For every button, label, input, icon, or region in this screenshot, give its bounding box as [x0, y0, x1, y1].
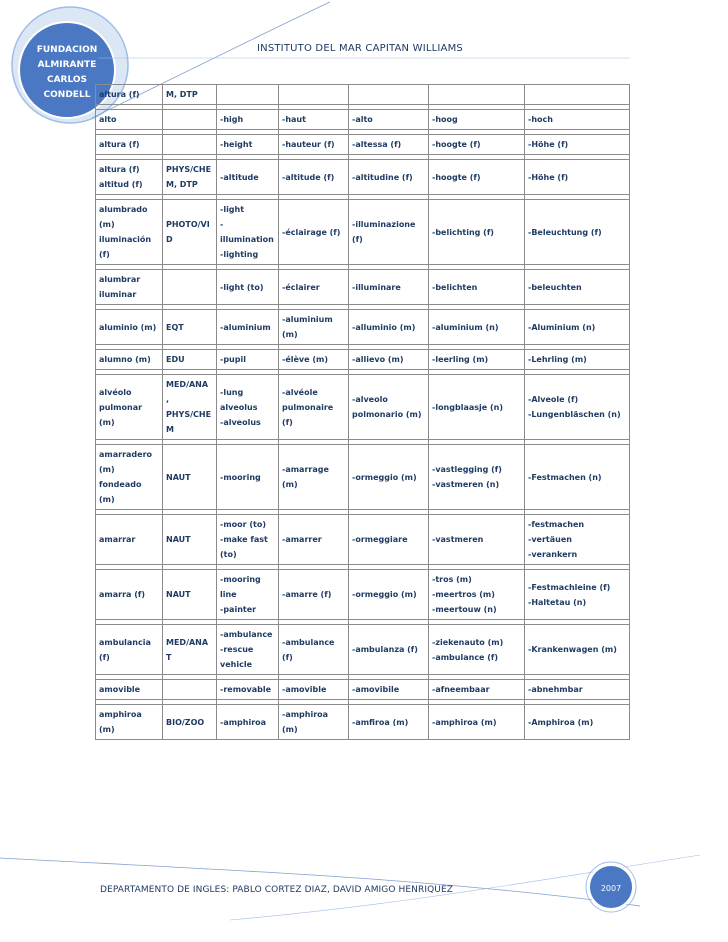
table-cell — [217, 160, 279, 195]
table-row — [96, 135, 630, 155]
cell-text: T — [166, 652, 172, 662]
table-cell — [96, 515, 163, 565]
table-row — [96, 110, 630, 130]
cell-text: PHYS/CHE — [166, 165, 212, 174]
table-cell — [163, 200, 217, 265]
cell-text: -tros (m) — [432, 575, 472, 584]
cell-text: -ambulance — [220, 630, 273, 639]
cell-text: M, DTP — [166, 90, 198, 99]
table-row — [96, 350, 630, 370]
cell-text: -leerling (m) — [432, 355, 489, 364]
year-label: 2007 — [600, 884, 622, 893]
table-cell — [279, 270, 349, 305]
glossary-table — [95, 84, 630, 740]
table-cell — [217, 110, 279, 130]
table-cell — [163, 110, 217, 130]
cell-text: -mooring — [220, 575, 261, 584]
table-cell — [349, 160, 429, 195]
table-cell — [525, 375, 630, 440]
cell-text: -alvéole — [282, 387, 318, 397]
table-cell — [96, 625, 163, 675]
cell-text: -amovibile — [352, 685, 400, 694]
glossary-body — [96, 85, 630, 740]
cell-text: (f) — [99, 250, 110, 259]
table-cell — [525, 705, 630, 740]
cell-text: -ambulance (f) — [432, 652, 499, 662]
table-cell — [349, 85, 429, 105]
table-cell — [429, 625, 525, 675]
table-cell — [96, 350, 163, 370]
cell-text: NAUT — [166, 590, 191, 599]
cell-text: -aluminium — [220, 322, 271, 332]
table-cell — [163, 310, 217, 345]
table-cell — [163, 350, 217, 370]
cell-text: -Amphiroa (m) — [528, 717, 594, 727]
table-cell — [429, 270, 525, 305]
table-cell — [217, 705, 279, 740]
cell-text: (m) — [99, 465, 115, 474]
table-cell — [525, 350, 630, 370]
table-cell — [429, 135, 525, 155]
table-cell — [96, 705, 163, 740]
cell-text: (f) — [352, 235, 363, 244]
cell-text: -Lehrling (m) — [528, 355, 587, 364]
cell-text: -hauteur (f) — [282, 140, 335, 149]
table-cell — [525, 110, 630, 130]
table-cell — [163, 85, 217, 105]
cell-text: -ormeggiare — [352, 535, 408, 544]
table-row — [96, 705, 630, 740]
cell-text: -aluminium — [282, 315, 333, 324]
cell-text: -beleuchten — [528, 282, 582, 292]
table-cell — [349, 375, 429, 440]
cell-text: -ambulanza (f) — [352, 645, 418, 654]
cell-text: altitud (f) — [99, 180, 143, 189]
cell-text: -mooring — [220, 472, 261, 482]
cell-text: PHYS/CHE — [166, 410, 212, 419]
document-title: INSTITUTO DEL MAR CAPITAN WILLIAMS — [257, 43, 463, 54]
table-cell — [429, 200, 525, 265]
cell-text: NAUT — [166, 535, 191, 544]
table-cell — [525, 625, 630, 675]
cell-text: -amphiroa (m) — [432, 717, 497, 727]
table-cell — [96, 85, 163, 105]
cell-text: ambulancia — [99, 637, 151, 647]
cell-text: -verankern — [528, 550, 578, 559]
cell-text: vehicle — [220, 660, 252, 669]
cell-text: MED/ANA — [166, 637, 209, 647]
table-cell — [96, 310, 163, 345]
cell-text: BIO/ZOO — [166, 717, 205, 727]
table-row — [96, 625, 630, 675]
cell-text: -alveolus — [220, 417, 261, 427]
table-cell — [279, 515, 349, 565]
table-cell — [96, 110, 163, 130]
table-cell — [349, 350, 429, 370]
cell-text: (f) — [99, 652, 110, 662]
cell-text: iluminar — [99, 290, 137, 299]
cell-text: -illuminare — [352, 282, 401, 292]
table-cell — [279, 375, 349, 440]
org-line: ALMIRANTE — [37, 60, 97, 70]
cell-text: (m) — [99, 417, 115, 427]
cell-text: (to) — [220, 550, 237, 559]
table-cell — [163, 570, 217, 620]
table-row — [96, 445, 630, 510]
table-cell — [163, 705, 217, 740]
cell-text: altura (f) — [99, 90, 140, 99]
table-cell — [96, 680, 163, 700]
cell-text: -Krankenwagen (m) — [528, 645, 617, 654]
cell-text: D — [166, 235, 173, 244]
cell-text: -Haltetau (n) — [528, 597, 587, 607]
cell-text: M — [166, 425, 174, 434]
org-line: CONDELL — [43, 90, 91, 100]
table-cell — [217, 625, 279, 675]
cell-text: (m) — [282, 330, 298, 339]
cell-text: -belichten — [432, 282, 478, 292]
cell-text: altura (f) — [99, 165, 140, 174]
table-cell — [217, 445, 279, 510]
cell-text: -amphiroa — [220, 717, 267, 727]
cell-text: -vastmeren (n) — [432, 480, 500, 489]
cell-text: -allievo (m) — [352, 355, 404, 364]
table-cell — [217, 135, 279, 155]
table-cell — [217, 680, 279, 700]
cell-text: alumbrado — [99, 205, 148, 214]
cell-text: (f) — [282, 417, 293, 427]
cell-text: -ambulance — [282, 637, 335, 647]
table-row — [96, 515, 630, 565]
cell-text: (m) — [99, 220, 115, 229]
table-cell — [279, 445, 349, 510]
table-cell — [349, 270, 429, 305]
table-cell — [217, 375, 279, 440]
table-cell — [429, 85, 525, 105]
cell-text: polmonario (m) — [352, 410, 422, 419]
cell-text: -abnehmbar — [528, 685, 583, 694]
table-cell — [96, 270, 163, 305]
table-cell — [349, 705, 429, 740]
cell-text: -painter — [220, 605, 257, 614]
cell-text: -éclairage (f) — [282, 227, 341, 237]
table-cell — [217, 85, 279, 105]
table-cell — [349, 625, 429, 675]
table-cell — [279, 570, 349, 620]
cell-text: -élève (m) — [282, 355, 328, 364]
org-line: CARLOS — [46, 75, 88, 85]
cell-text: -Höhe (f) — [528, 172, 569, 182]
table-cell — [279, 350, 349, 370]
cell-text: -aluminium (n) — [432, 322, 499, 332]
table-cell — [429, 445, 525, 510]
cell-text: -éclairer — [282, 282, 320, 292]
table-cell — [163, 680, 217, 700]
table-cell — [429, 705, 525, 740]
cell-text: alveolus — [220, 402, 258, 412]
cell-text: altura (f) — [99, 140, 140, 149]
cell-text: -altitude — [220, 172, 259, 182]
table-cell — [429, 160, 525, 195]
cell-text: -meertros (m) — [432, 590, 495, 599]
cell-text: -haut — [282, 115, 306, 124]
cell-text: -longblaasje (n) — [432, 402, 503, 412]
table-row — [96, 310, 630, 345]
cell-text: pulmonar — [99, 402, 143, 412]
table-cell — [279, 705, 349, 740]
cell-text: -Festmachen (n) — [528, 472, 602, 482]
table-cell — [429, 375, 525, 440]
table-row — [96, 375, 630, 440]
cell-text: -illuminazione — [352, 220, 416, 229]
table-cell — [163, 270, 217, 305]
cell-text: alto — [99, 115, 117, 124]
cell-text: -meertouw (n) — [432, 605, 497, 614]
cell-text: amarrar — [99, 535, 136, 544]
table-cell — [279, 135, 349, 155]
cell-text: amovible — [99, 685, 141, 694]
table-cell — [349, 200, 429, 265]
table-cell — [525, 680, 630, 700]
table-cell — [525, 310, 630, 345]
cell-text: -ziekenauto (m) — [432, 637, 504, 647]
table-cell — [163, 160, 217, 195]
cell-text: (m) — [282, 480, 298, 489]
cell-text: fondeado (m) — [99, 480, 142, 504]
table-cell — [279, 160, 349, 195]
table-cell — [429, 680, 525, 700]
cell-text: (f) — [282, 652, 293, 662]
table-cell — [96, 570, 163, 620]
table-cell — [429, 515, 525, 565]
cell-text: aluminio (m) — [99, 322, 157, 332]
cell-text: -alto — [352, 115, 373, 124]
cell-text: - — [220, 220, 224, 229]
cell-text: -altessa (f) — [352, 140, 402, 149]
cell-text: -alluminio (m) — [352, 322, 416, 332]
table-cell — [163, 515, 217, 565]
cell-text: -afneembaar — [432, 685, 490, 694]
table-cell — [96, 375, 163, 440]
cell-text: -lung — [220, 387, 244, 397]
cell-text: NAUT — [166, 472, 191, 482]
cell-text: alumbrar — [99, 275, 141, 284]
cell-text: -amarrer — [282, 535, 322, 544]
cell-text: -vastlegging (f) — [432, 465, 502, 474]
cell-text: -moor (to) — [220, 520, 267, 529]
cell-text: -Höhe (f) — [528, 140, 569, 149]
cell-text: EQT — [166, 322, 184, 332]
table-cell — [279, 310, 349, 345]
table-cell — [525, 270, 630, 305]
cell-text: -hoch — [528, 115, 553, 124]
cell-text: MED/ANA — [166, 380, 209, 389]
cell-text: -amarre (f) — [282, 590, 332, 599]
table-cell — [279, 200, 349, 265]
table-cell — [429, 570, 525, 620]
cell-text: , — [166, 395, 170, 404]
table-row — [96, 85, 630, 105]
table-cell — [525, 515, 630, 565]
cell-text: -vertäuen — [528, 535, 572, 544]
table-cell — [163, 375, 217, 440]
table-cell — [217, 310, 279, 345]
cell-text: -pupil — [220, 355, 246, 364]
table-cell — [349, 135, 429, 155]
table-cell — [525, 135, 630, 155]
table-cell — [349, 445, 429, 510]
table-cell — [217, 570, 279, 620]
cell-text: pulmonaire — [282, 402, 334, 412]
cell-text: iluminación — [99, 235, 152, 244]
table-cell — [525, 85, 630, 105]
table-cell — [163, 625, 217, 675]
cell-text: alvéolo — [99, 387, 132, 397]
cell-text: -Festmachleine (f) — [528, 582, 611, 592]
table-cell — [96, 200, 163, 265]
cell-text: -Beleuchtung (f) — [528, 227, 602, 237]
table-cell — [279, 110, 349, 130]
cell-text: alumno (m) — [99, 355, 151, 364]
table-cell — [279, 85, 349, 105]
cell-text: -removable — [220, 685, 272, 694]
cell-text: -amarrage — [282, 465, 329, 474]
cell-text: -light — [220, 205, 245, 214]
cell-text: -altitude (f) — [282, 172, 335, 182]
table-cell — [217, 515, 279, 565]
cell-text: -light (to) — [220, 282, 264, 292]
table-cell — [96, 445, 163, 510]
cell-text: -altitudine (f) — [352, 172, 413, 182]
cell-text: amarra (f) — [99, 590, 145, 599]
table-cell — [429, 110, 525, 130]
org-logo-text — [36, 43, 98, 103]
table-cell — [163, 445, 217, 510]
footer-text: DEPARTAMENTO DE INGLES: PABLO CORTEZ DIAZ, DAVID AMIGO HENRIQUEZ — [100, 885, 454, 895]
cell-text: (m) — [282, 725, 298, 734]
cell-text: -Lungenbläschen (n) — [528, 410, 621, 419]
cell-text: -belichting (f) — [432, 227, 494, 237]
cell-text: EDU — [166, 355, 185, 364]
cell-text: -height — [220, 140, 253, 149]
cell-text: -make fast — [220, 535, 268, 544]
cell-text: -high — [220, 115, 244, 124]
cell-text: illumination — [220, 235, 274, 244]
table-cell — [349, 515, 429, 565]
cell-text: M, DTP — [166, 180, 198, 189]
footer-swoosh-line — [0, 858, 640, 906]
cell-text: -lighting — [220, 250, 259, 259]
cell-text: -vastmeren — [432, 535, 484, 544]
table-cell — [525, 200, 630, 265]
cell-text: -amfiroa (m) — [352, 717, 409, 727]
table-cell — [525, 570, 630, 620]
table-cell — [525, 445, 630, 510]
table-cell — [279, 625, 349, 675]
cell-text: amphiroa (m) — [99, 710, 142, 734]
table-cell — [96, 160, 163, 195]
table-cell — [279, 680, 349, 700]
cell-text: -ormeggio (m) — [352, 472, 417, 482]
cell-text: -ormeggio (m) — [352, 590, 417, 599]
table-cell — [349, 110, 429, 130]
table-cell — [217, 350, 279, 370]
table-cell — [349, 680, 429, 700]
cell-text: PHOTO/VI — [166, 220, 210, 229]
table-cell — [349, 310, 429, 345]
table-row — [96, 160, 630, 195]
table-cell — [349, 570, 429, 620]
table-cell — [429, 350, 525, 370]
table-row — [96, 270, 630, 305]
table-cell — [429, 310, 525, 345]
cell-text: -Aluminium (n) — [528, 322, 596, 332]
cell-text: -rescue — [220, 645, 254, 654]
cell-text: -amovible — [282, 685, 327, 694]
table-cell — [96, 135, 163, 155]
table-cell — [525, 160, 630, 195]
cell-text: amarradero — [99, 450, 153, 459]
cell-text: -hoogte (f) — [432, 140, 481, 149]
table-cell — [163, 135, 217, 155]
table-row — [96, 200, 630, 265]
cell-text: -alveolo — [352, 395, 388, 404]
cell-text: -Alveole (f) — [528, 395, 579, 404]
table-row — [96, 570, 630, 620]
cell-text: -amphiroa — [282, 710, 329, 719]
table-cell — [217, 270, 279, 305]
cell-text: -hoogte (f) — [432, 172, 481, 182]
cell-text: -hoog — [432, 115, 458, 124]
table-cell — [217, 200, 279, 265]
org-line: FUNDACION — [36, 45, 98, 55]
table-row — [96, 680, 630, 700]
cell-text: -festmachen — [528, 520, 585, 529]
cell-text: line — [220, 590, 237, 599]
